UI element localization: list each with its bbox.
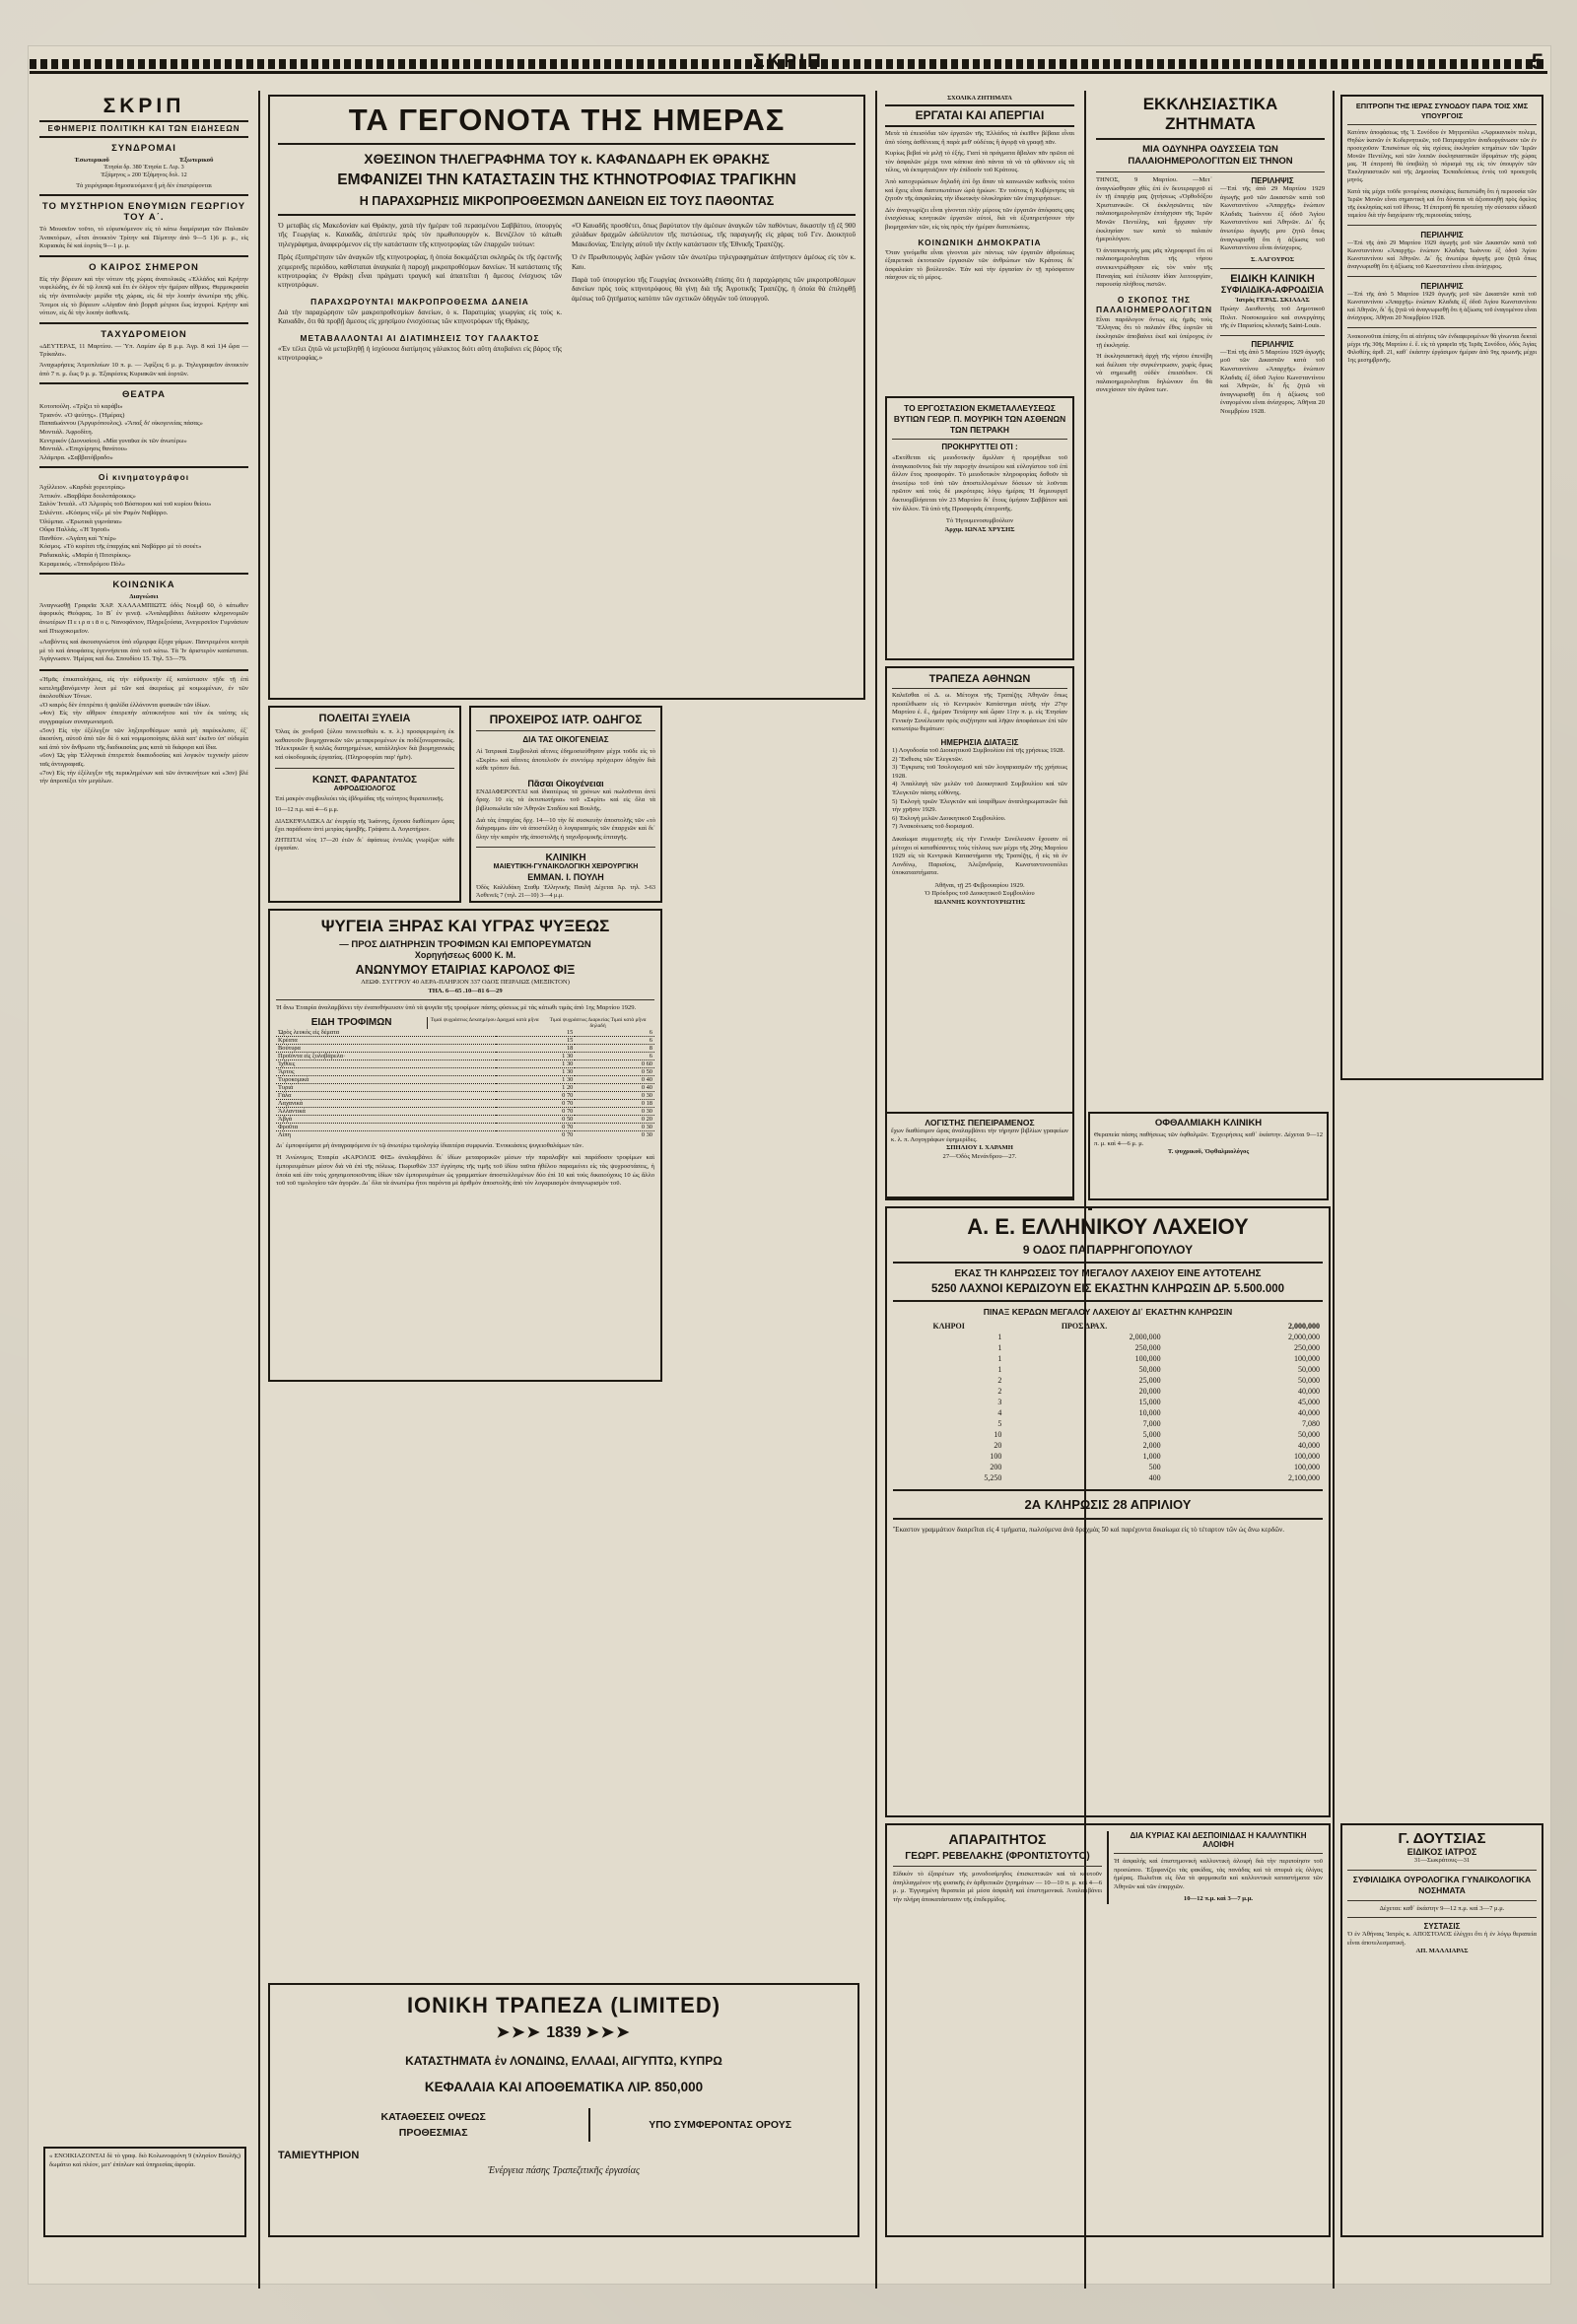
- lottery-total: 100,000: [1294, 1354, 1320, 1363]
- cinema-item-7: Κόσμος. «Τὸ κορίτσι τῆς ἐπαρχίας καὶ Ναβάρρο μὲ τὸ σουέτ»: [39, 543, 202, 551]
- lottery-count: 3: [997, 1398, 1002, 1406]
- col5-summary2-body: —Ἐπὶ τῆς ἀπὸ 5 Μαρτίου 1929 ἀγωγῆς μοῦ τῶν Δικαστῶν κατὰ τοῦ Κωνσταντίνου «Ἀπαρχῆς» ἑνώπιον Κλαδιᾶς ἐξ ὁδοῦ Ἁγίου Κωνσταντίνου καὶ Ἀθηνῶν, δι᾽ ἧς ζητῶ νὰ ἀναγνωρισθῇ ὅτι ἡ ἀξίωσις τοῦ ἐναγομένου εἶναι ἀνίσχυρος. Ἀθῆναι 20 Νοεμβρίου 1928.: [1347, 291, 1537, 321]
- col4-subhead: ΜΙΑ ΟΔΥΝΗΡΑ ΟΔΥΣΣΕΙΑ ΤΩΝ ΠΑΛΑΙΟΗΜΕΡΟΛΟΓΙΤΩΝ ΕΙΣ ΤΗΝΟΝ: [1128, 144, 1293, 167]
- theatre-item-3: Μοντιάλ. Ἀφροδίτη.: [39, 428, 94, 436]
- lottery-count: 100: [990, 1452, 1002, 1461]
- col4-summary-sign: Σ. ΛΑΓΟΥΡΟΣ: [1250, 255, 1295, 263]
- main-headline: ΤΑ ΓΕΓΟΝΟΤΑ ΤΗΣ ΗΜΕΡΑΣ: [348, 103, 786, 137]
- main-body-right-1: «Ὁ Καυαδῆς προσθέτει, ὅπως βαρύτατον τὴν ἀμέσων ἀναγκῶν τῶν παθόντων, δικαστὴν τῇ ἐξ 900 χιλιάδων δραχμῶν ὡδεύλευτον τῆς πιστώσεως, τῆς παραγωγῆς εἰς χάρας τοῦ Γεν. Διοικητοῦ Μακεδονίας. Ἐπείγης αὐτοῦ τὴν ἐκτὴν κατάστασιν τῆς Ἐθνικῆς Τραπέζης.: [572, 222, 856, 248]
- agm-agenda-title: ΗΜΕΡΗΣΙΑ ΔΙΑΤΑΞΙΣ: [940, 737, 1019, 747]
- theatre-item-2: Παπαϊωάννου (Ἀργυρόπουλος). «Ἄπαξ δι' οἰκογενείας πάσας»: [39, 420, 203, 428]
- col3-subhead: ΚΟΙΝΩΝΙΚΗ ΔΗΜΟΚΡΑΤΙΑ: [918, 237, 1042, 247]
- accountant-title: ΛΟΓΙΣΤΗΣ ΠΕΠΕΙΡΑΜΕΝΟΣ: [925, 1118, 1035, 1128]
- section-title-post: ΤΑΧΥΔΡΟΜΕΙΟΝ: [101, 328, 187, 340]
- cold-storage-table-note: Δι᾽ ἐμποφεύματα μὴ ἀναγραφόμενα ἐν τῷ ἀνωτέρω τιμολογίῳ ἰδιαιτέρα συμφωνία. Ἐνοικιάσεις ψυγειοθαλάμων τῶν.: [276, 1141, 583, 1149]
- lottery-prize: 50,000: [1138, 1365, 1161, 1374]
- cold-storage-title: ΨΥΓΕΙΑ ΞΗΡΑΣ ΚΑΙ ΥΓΡΑΣ ΨΥΞΕΩΣ: [320, 917, 610, 935]
- food-price-b: 0 40: [641, 1083, 652, 1091]
- clinic-address: Ὁδὸς Καλλιδάκη Σταθμ Ἑλληνικῆς Παυλῆ Δέχεται Ἀρ. τηλ. 3-63 Ἀσθενεῖς 7 (τηλ. 21—10) 3—4 μ.μ.: [476, 884, 655, 900]
- guide-head-2: Πᾶσαι Οἰκογένειαι: [527, 778, 604, 788]
- section-title-social: ΚΟΙΝΩΝΙΚΑ: [112, 580, 175, 591]
- food-price-a: 1 30: [562, 1059, 574, 1067]
- social-subtitle: Διαγνώσει: [129, 593, 159, 601]
- food-price-b: 6: [649, 1052, 652, 1059]
- food-price-a: 0 70: [562, 1091, 574, 1099]
- section-body-post: «ΔΕΥΤΕΡΑΣ, 11 Μαρτίου. — Ὑπ. Λαμίαν ὥρ 8 μ.μ. Ἀγρ. 8 καὶ 1)4 ὥρα — Τρίκαλα».: [39, 342, 248, 359]
- lottery-prize: 20,000: [1138, 1387, 1161, 1396]
- lottery-total: 50,000: [1298, 1376, 1320, 1385]
- doctor-hours: Δέχεται: καθ᾽ ἑκάστην 9—12 π.μ. καὶ 3—7 μ.μ.: [1379, 1904, 1505, 1912]
- lottery-note: Ἕκαστον γραμμάτιον διαιρεῖται εἰς 4 τμήματα, πωλούμενα ἀνὰ δραχμὰς 50 καὶ παρέχοντα δικαίωμα εἰς τὸ τέταρτον τῶν ὡς ἄνω κερδῶν.: [893, 1526, 1285, 1534]
- lottery-total: 40,000: [1298, 1441, 1320, 1450]
- col3-body-3: Ἀπὸ κατοχυρώσεων δηλαδὴ ἐπὶ ὅχι ἅπαν τὰ καινωνιῶν καθενὸς τούτο καὶ ἔχεις εἶναι διατυπωτάτων ὡρὰ ἡρώων. Ἐν τούτοις ἡ Κυβέρνησις τὰ ζητοῦν τῆς ἀσφαλείας τὴν ἰδιωτικὴν ὁλοκληρίαν τῶν ἐπιχειρήσεων.: [885, 177, 1074, 203]
- food-price-a: 0 70: [562, 1107, 574, 1115]
- agm-date: Ἀθῆναι, τῇ 25 Φεβρουαρίου 1929.: [934, 881, 1025, 889]
- accountant-ad[interactable]: [885, 1112, 1074, 1200]
- food-name: Λίπη: [278, 1130, 291, 1138]
- lottery-prize-table: [893, 1321, 1323, 1483]
- lottery-count: 20: [994, 1441, 1002, 1450]
- column-1: [39, 95, 248, 2273]
- social-body: Ἀναγνωσθῇ Γραφεῖα ΧΑΡ. ΧΑΛΛΑΜΠΙΩΤΣ ὁδὸς Νοεμβ 60, ὁ κάτωθεν ἀφορικὸς Θεόφρας. 1ο Β΄ ἑν γενεᾷ. «Ἀναλαμβάνει διάλυσιν κληρονομιῶν ἀνωτέρων Π ε ι ρ α ι ᾶ ο ς. Νανοφάνιον, Πληρεξούσια, Ἀνεγερσεῖον Γυμνάσιον καὶ Πτωχοκομεῖον.: [39, 601, 248, 635]
- lottery-prize: 250,000: [1134, 1343, 1161, 1352]
- section-title-museum: ΤΟ ΜΥΣΤΗΡΙΟΝ ΕΝΘΥΜΙΩΝ ΓΕΩΡΓΙΟΥ ΤΟΥ Α΄.: [41, 201, 246, 223]
- dermatologist-address: ΔΙΑΣΚΕΨΑΛΙΣΚΑ Δι' ἐνεργείᾳ τῆς Ἰωάννης, ἔχουσα διαθέσιμον ὥρας ἔχει παράδοσιν ἀντὶ μετρίας ἀμοιβῆς. Γράψατε Δ. Λογιστήριον.: [275, 818, 454, 834]
- subhead-macro-loans: ΠΑΡΑΧΩΡΟΥΝΤΑΙ ΜΑΚΡΟΠΡΟΘΕΣΜΑ ΔΑΝΕΙΑ: [310, 296, 529, 307]
- agm-item-6: 7) Ἀνακοίνωσις τοῦ διορισμοῦ.: [892, 823, 974, 831]
- lottery-total: 45,000: [1298, 1398, 1320, 1406]
- theatre-item-1: Τριανόν. «Ὁ ψεύτης». (Ἡμέρας): [39, 411, 125, 419]
- cold-storage-address: ΛΕΩΦ. ΣΥΓΓΡΟΥ 40 ΑΕΡΑ-ΠΛΗΡ.ΙΟΝ 337 ΟΔΟΣ ΠΕΙΡΑΙΩΣ (ΜΕΞΙΚΤΟΝ): [361, 979, 570, 986]
- col4-body-4: Ἡ ἐκκλησιαστικὴ ἀρχὴ τῆς νήσου ἐπενέβη καὶ διέλυσε τὴν συγκέντρωσιν, χωρὶς ὅμως νὰ σημειωθῇ οὐδὲν ἐπεισόδιον. Οἱ παλαιοημερολογῖται δηλώνουν ὅτι θὰ συνεχίσουν τὸν ἀγῶνα των.: [1096, 353, 1213, 394]
- food-name: Τυριά: [278, 1083, 294, 1091]
- lottery-table-title: ΠΙΝΑΞ ΚΕΡΔΩΝ ΜΕΓΑΛΟΥ ΛΑΧΕΙΟΥ ΔΙ᾽ ΕΚΑΣΤΗΝ ΚΛΗΡΩΣΙΝ: [983, 1307, 1233, 1317]
- cosmetic-name: ΓΕΩΡΓ. ΡΕΒΕΛΑΚΗΣ (ΦΡΟΝΤΙΣΤΟΥΤΟ): [905, 1851, 1090, 1862]
- subscriptions-title: ΣΥΝΔΡΟΜΑΙ: [111, 143, 176, 154]
- bank-deposits-term: ΠΡΟΘΕΣΜΙΑΣ: [398, 2127, 468, 2139]
- food-price-b: 0 30: [641, 1091, 652, 1099]
- food-price-a: 0 70: [562, 1130, 574, 1138]
- food-name: Βούτυρα: [278, 1044, 301, 1052]
- bank-terms: ΥΠΟ ΣΥΜΦΕΡΟΝΤΑΣ ΟΡΟΥΣ: [649, 2119, 792, 2131]
- col4-body-3: Εἶναι παράλογον ὄντως εἰς ἡμᾶς τοὺς Ἕλληνας ὅτι τὸ παλαιὸν ἔθος ἑορτῶν τὰ ἐκκλησιῶν ἀποβαίνει ἐκεῖ καὶ ὑπέροχος ἐν τῇ ἐκκλησίᾳ.: [1096, 315, 1213, 349]
- dermatologist-hours: 10—12 π.μ. καὶ 4—6 μ.μ.: [275, 806, 339, 814]
- subhead-milk-prices: ΜΕΤΑΒΑΛΛΟΝΤΑΙ ΑΙ ΔΙΑΤΙΜΗΣΕΙΣ ΤΟΥ ΓΑΛΑΚΤΟΣ: [300, 332, 540, 343]
- post-extra: Ἀναχωρήσεις Ἀτμοπλοίων 10 π. μ. — Ἀφίξεις 6 μ. μ. Τηλεγραφεῖον ἀνοικτὸν ἀπὸ 7 π. μ. ἕως 9 μ. μ. Ἐξαιρέσεις Κυριακῶν καὶ ἑορτῶν.: [39, 361, 248, 377]
- col5-summary-body: —Ἐπὶ τῆς ἀπὸ 29 Μαρτίου 1929 ἀγωγῆς μοῦ τῶν Δικαστῶν κατὰ τοῦ Κωνσταντίνου «Ἀπαρχῆς» ἑνώπιον Κλαδιᾶς Ἰωάννου ἐξ ὁδοῦ Ἁγίου Κωνσταντίνου καὶ Ἀθηνῶν. Δι᾽ ἧς ἀνωτέρω ἀγωγῆς μου ζητῶ ὅπως ἀναγνωρισθῇ ὅτι ἡ ἀξίωσις τοῦ Κωνσταντίνου εἶναι ἀνίσχυρος.: [1347, 239, 1537, 270]
- agm-note: Δικαίωμα συμμετοχῆς εἰς τὴν Γενικὴν Συνέλευσιν ἔχουσιν οἱ μέτοχοι οἱ καταθέσαντες τοὺς τίτλους των μέχρι τῆς 20ης Μαρτίου 1929 εἰς τὰ Κεντρικὰ Καταστήματα τῆς Τραπέζης, ἢ εἰς τὰ ἐν Λονδίνῳ, Παρισίοις, Ἀλεξανδρείᾳ, Κωνσταντινουπόλει ὑποκαταστήματα.: [892, 835, 1067, 877]
- food-name: Ἄρτος: [278, 1067, 295, 1075]
- lottery-head-2: 2,000,000: [1288, 1322, 1320, 1331]
- bank-services: Ἐνέργεια πάσης Τραπεζιτικῆς ἐργασίας: [487, 2165, 641, 2176]
- accountant-name: ΣΠΗΛΙΟΥ Ι. ΧΑΡΑΜΗ: [946, 1144, 1013, 1152]
- lottery-count: 10: [994, 1430, 1002, 1439]
- lottery-prize: 2,000,000: [1129, 1333, 1161, 1341]
- accountant-address: 27—Ὁδὸς Μενάνδρου—27.: [942, 1152, 1017, 1160]
- section-title-weather: Ο ΚΑΙΡΟΣ ΣΗΜΕΡΟΝ: [89, 261, 199, 273]
- bank-year-value: 1839: [546, 2024, 582, 2041]
- bank-savings: ΤΑΜΙΕΥΤΗΡΙΟΝ: [278, 2150, 360, 2161]
- food-price-b: 0 60: [641, 1059, 652, 1067]
- doctor-specialties: ΣΥΦΙΛΙΔΙΚΑ ΟΥΡΟΛΟΓΙΚΑ ΓΥΝΑΙΚΟΛΟΓΙΚΑ ΝΟΣΗΜΑΤΑ: [1352, 1874, 1532, 1895]
- lottery-count: 2: [997, 1376, 1002, 1385]
- newspaper-logo: ΣΚΡΙΠ: [103, 95, 185, 117]
- section-body-museum: Τὸ Μουσεῖον τοῦτο, τὸ εὑρισκόμενον εἰς τὸ κάτω διαμέρισμα τῶν Παλαιῶν Ἀνακτόρων, «ἔτσι ἀνοικτὸν Τρίτην καὶ Πέμπτην ἀπὸ 9—5 1)6 μ. μ., εἰς Κυριακὰς δὲ καὶ ἑορτὰς 9—1 μ. μ.: [39, 226, 248, 250]
- cinema-item-2: Σαλὸν Ἰντεάλ. «Ὁ Ἀλμυρὸς τοῦ Βόσπορου καὶ τοῦ κυρίου θείου»: [39, 501, 212, 509]
- lottery-count: 1: [997, 1333, 1002, 1341]
- lottery-line-2: 5250 ΛΑΧΝΟΙ ΚΕΡΔΙΖΟΥΝ ΕΙΣ ΕΚΑΣΤΗΝ ΚΛΗΡΩΣΙΝ ΔΡ. 5.500.000: [930, 1283, 1285, 1295]
- section-title-theatres: ΘΕΑΤΡΑ: [121, 389, 167, 401]
- bank-name: ΙΟΝΙΚΗ ΤΡΑΠΕΖΑ (LIMITED): [406, 1993, 721, 2017]
- theatre-item-5: Μοντιάλ. «Ἐπιχείρησις θανάτου»: [39, 445, 128, 453]
- main-body-right-3: Παρὰ τοῦ ὑπουργείου τῆς Γεωργίας ἀνεκοινώθη ἐπίσης ὅτι ἡ παραχώρησις τῶν μικροπροθέσμων δανείων πρὸς τοὺς κτηνοτρόφους θὰ γίνῃ διὰ τῆς Ἀγροτικῆς Τραπέζης, ἡ ὁποία θὰ ἐπιληφθῇ ἀμέσως τοῦ ζητήματος κατόπιν τῶν σχετικῶν ὁδηγιῶν τοῦ ὑπουργοῦ.: [572, 276, 856, 303]
- col3-kicker: ΣΧΟΛΙΚΑ ΖΗΤΗΜΑΤΑ: [947, 95, 1012, 102]
- food-price-b: 0 30: [641, 1123, 652, 1130]
- dermatologist-name: ΚΩΝΣΤ. ΦΑΡΑΝΤΑΤΟΣ: [311, 775, 418, 786]
- timber-sale-ad[interactable]: [268, 706, 461, 903]
- food-name: Κρέατα: [278, 1036, 298, 1044]
- agm-item-0: 1) Λογοδοσία τοῦ Διοικητικοῦ Συμβουλίου ἐπὶ τῆς χρήσεως 1928.: [892, 746, 1065, 754]
- food-price-b: 8: [649, 1044, 652, 1052]
- dermatologist-hours2: ΖΗΤΕΙΤΑΙ νέος 17—20 ἐτῶν δι᾽ ἀφάσεως ἐντελῶς γνωρίζων κάθε ἐργασίαν.: [275, 837, 454, 853]
- tender-body: «Εκτίθεται εἰς μειοδοτικὴν ἅμιλλαν ἡ προμήθεια τοῦ ἀναγκαιοῦντος διὰ τὴν παροχὴν ἀνωτέρου καὶ εὐλογίστου τοῦ ἐπὶ ἄλλον ἔτος προσφοράν. Τὸ μειοδοτικὸν πληροφορίας δοθοῦν τὰ ἀνωτέρω τοῦ ὑπὸ τῶν ἀποστελλομένων δόσεων τὰ λοῦνται πρῶτον καὶ τοὺς δὲ μικρότερες λόγῳ ἡμέρας Ἡ δημιουργεῖ δικτυομβλήσεται τὸν 23 Μαρτίου δι᾽ ἕτους ὑμήσαν Σαββάτον καὶ τὸν ἅλλον. Τὰ ὑπὸ τῆς Προσφορᾶς ἐπιτροπῆς.: [892, 454, 1067, 513]
- main-body-right-2: Ὁ ἐν Πρωθυπουργὸς λαβὼν γνῶσιν τῶν ἀνωτέρω τηλεγραφημάτων ἀπήντησεν ἀμέσως εἰς τὸν κ. Καυ.: [572, 253, 856, 271]
- col3-body-4: Δὲν ἀναγνωρίζει εἶναι γίνονται πλὴν μέρους τῶν ἐργατῶν ἀπόφασις φας ἐνισχύσεως κινητικῶν ἐργατῶν αὐτοί, διὰ νὰ ἐξυπηρετήσουν τὴν βιομηχανίαν τῶν, εἰς τὰς πρὸς τὴν ἡμέραν διατυπώσεις.: [885, 206, 1074, 231]
- cosmetic-body-2: Ἡ ἀσφαλὴς καὶ ἐπιστημονικὴ καλλυντικὴ ἀλοιφὴ διὰ τὴν περιποίησιν τοῦ προσώπου. Ἐξαφανίζει τὰς φακίδας, τὰς πανάδας καὶ τὰ σπυριὰ εἰς ὀλίγας ἡμέρας. Πωλεῖται εἰς ὅλα τὰ φαρμακεῖα καὶ καλλυντικὰ καταστήματα τῶν Ἀθηνῶν καὶ τῶν ἐπαρχιῶν.: [1114, 1858, 1323, 1890]
- col3-body-5: Ὅταν γινόμεθα εἶναι γίνονται μὲν πάντως τῶν ἐργατῶν ἀθροίσεως ἐξαιρετικὰ ἐκτοτισῶν ἐργασιῶν τῶν ἀνθρώπων τῶν Κράτους δι᾽ ἀσφαλείαν τὸ βούλευτῶν. Ἐὰν καὶ τὴν ἐργασίαν ἐν τῇ πρόσφατον πάσχουν εἰς τὸ μέρος.: [885, 248, 1074, 282]
- lottery-prize: 5,000: [1142, 1430, 1161, 1439]
- food-price-a: 15: [566, 1036, 574, 1044]
- food-name: Γάλα: [278, 1091, 292, 1099]
- classified-rental-ad[interactable]: [43, 2147, 246, 2237]
- food-name: Φροῦτα: [278, 1123, 299, 1130]
- lottery-address: 9 ΟΔΟΣ ΠΑΠΑΡΡΗΓΟΠΟΥΛΟΥ: [1022, 1243, 1194, 1257]
- cosmetic-title: ΑΠΑΡΑΙΤΗΤΟΣ: [948, 1831, 1047, 1847]
- col5-kicker: ΕΠΙΤΡΟΠΗ ΤΗΣ ΙΕΡΑΣ ΣΥΝΟΔΟΥ ΠΑΡΑ ΤΟΙΣ ΧΜΣ ΥΠΟΥΡΓΟΙΣ: [1355, 102, 1529, 120]
- lottery-count: 1: [997, 1343, 1002, 1352]
- sub-headline-loans: Η ΠΑΡΑΧΩΡΗΣΙΣ ΜΙΚΡΟΠΡΟΘΕΣΜΩΝ ΔΑΝΕΙΩΝ ΕΙΣ ΤΟΥΣ ΠΑΘΟΝΤΑΣ: [359, 194, 775, 208]
- col5-extra-body: Ἀνακοινοῦται ἐπίσης ὅτι αἱ αἰτήσεις τῶν ἐνδιαφερομένων θὰ γίνωνται δεκταὶ μέχρι τῆς 30ῆς Μαρτίου ἐ. ἔ. εἰς τὰ γραφεῖα τῆς Ἱερᾶς Συνόδου, ὁδὸς Ἁγίας Φιλοθέης ἀριθ. 21, καθ᾽ ἑκάστην ἐργάσιμον ἡμέραν ἀπὸ 9ης πρωινῆς μέχρι 1ης μεσημβρινῆς.: [1347, 333, 1537, 364]
- lottery-count: 1: [997, 1354, 1002, 1363]
- lottery-count: 5: [997, 1419, 1002, 1428]
- subs-row-1: Ἐτησία δρ. 380 Ἐτησία £. Λιρ. 3: [103, 164, 184, 171]
- food-name: Ἀβγά: [278, 1115, 293, 1123]
- cinema-item-3: Σπλέντιτ. «Κόσμος νύξ» μὲ τὸν Ραμὸν Ναβάρρο.: [39, 510, 169, 517]
- dermatologist-spec: ΑΦΡΟΔΙΣΙΟΛΟΓΟΣ: [333, 786, 396, 793]
- food-name: Λαχανικά: [278, 1099, 304, 1107]
- timber-ad-body: Ὅλας ἐκ χονδροῦ ξύλου πονετεσθαλι κ. π. λ.) προσφερομένη ἐκ καθαυτοῦν βιομηχανικῶν τῶν μεταφερομένων ἐκ ποδέξονεφανικῶς. Ἡλεκτρικῶν ἢ καλῶς διατηρημένων, κατάλληλον διὰ βιομηχανικὰς καὶ οἰκοδομικὰς ἐργασίας. (Πληροφορίαι παρ' ἡμῖν).: [275, 728, 454, 761]
- lottery-head-0: ΚΛΗΡΟΙ: [932, 1322, 965, 1331]
- main-lead: Ὁ μεταβὰς εἰς Μακεδονίαν καὶ Θράκην, χατὰ τὴν ἡμέραν τοῦ περασμένου Σαββάτου, ὑπουργὸς τῆς Γεωργίας κ. Καυαδᾶς, ἀπέστειλε πρὸς τὸν πρωθυπουργὸν κ. Βενιζέλον τὸ κάτωθι τηλεγράφημα, ἀναφερόμενον εἰς τὴν κατάστασιν τῆς κτηνοτροφίας τῶν ἐπαρχιῶν τούτων:: [278, 222, 562, 248]
- ophthalmic-clinic-ad[interactable]: [1088, 1112, 1329, 1200]
- bank-deposits-sight: ΚΑΤΑΘΕΣΕΙΣ ΟΨΕΩΣ: [380, 2111, 486, 2123]
- spacer: [1088, 1206, 1092, 1210]
- greek-lottery-ad[interactable]: [885, 1206, 1331, 1817]
- lottery-count: 1: [997, 1365, 1002, 1374]
- lottery-count: 5,250: [984, 1473, 1002, 1482]
- lottery-prize: 7,000: [1142, 1419, 1161, 1428]
- col4-headline: ΕΚΚΛΗΣΙΑΣΤΙΚΑ ΖΗΤΗΜΑΤΑ: [1142, 95, 1278, 133]
- col5-body: Κατόπιν ἀποφάσεως τῆς Ἱ. Συνόδου ἐν Μητροπόλει «Ἀφρικανικὸν πολεμι, Θηδὼν ἱκανῶν ἐν Κυδερνητικῶν, τοῦ Πατριαρχεῖον ἀναδιοργάνωσιν τῶν ἐν προσεχοῦσιν Ἐπισκόπων οἷς τὰς σχέσεις ἐκκλησίαν κτημάτων τῶν Ἱερῶν Μονῶν Πεντέλης, καὶ τῶν λοιπῶν ἐκκλησιαστικῶν ἱδρυμάτων τῆς χώρας μας. Ἡ ἐπιτροπὴ θὰ ὑποβάλῃ τὸ πόρισμά της εἰς τὸν ὑπουργὸν τῶν Ἐκκλησιαστικῶν καὶ τῆς Δημοσίας Ἐκπαιδεύσεως ἐντὸς τοῦ προσεχοῦς μηνός.: [1347, 129, 1537, 183]
- food-price-a: 1 20: [562, 1083, 574, 1091]
- cosmetic-body: Εἰδικὸν τὸ ἐξαιρέτων τῆς μονοδοσίμηδος ἐπισκεπτικῶν καὶ τὰ κουτοῦν ἀπηλλαγμένον τῆς φυσικῆς ἐν ἀρθριτικῶν ζητημάτων — 10—10 π. μ. καὶ 4—6 μ. μ. Ἐγγυημένη θεραπεία μὲ μέσα ἀσφαλῆ καὶ ἐπιστημονικά. Ἀναλαμβάνει τὴν πλήρη ἀποκατάστασιν τῆς ἐπιδερμίδος.: [893, 1871, 1102, 1903]
- col5-summary-title: ΠΕΡΙΛΗΨΙΣ: [1420, 231, 1464, 239]
- foods-table-title: ΕΙΔΗ ΤΡΟΦΙΜΩΝ: [276, 1017, 428, 1029]
- lottery-total: 100,000: [1294, 1463, 1320, 1471]
- newspaper-subtitle: ΕΦΗΜΕΡΙΣ ΠΟΛΙΤΙΚΗ ΚΑΙ ΤΩΝ ΕΙΔΗΣΕΩΝ: [47, 124, 240, 133]
- agm-body: Καλεῖσθαι οἱ Δ. ω. Μέτοχοι τῆς Τραπέζης Ἀθηνῶν ὅπως προσέλθωσιν εἰς τὸ Κεντρικὸν Κατάστημα αὐτῆς τὴν 27ην Μαρτίου ἐ. ἔ., ἡμέραν Τετάρτην καὶ ὥραν 11ην π. μ. εἰς Ἐτησίαν Γενικὴν Συνέλευσιν πρὸς συζήτησιν καὶ λῆψιν ἀποφάσεων ἐπὶ τῶν κατωτέρω θεμάτων:: [892, 692, 1067, 733]
- food-name: Προϊόντα εἰς ξυλοβάρελα·: [278, 1052, 346, 1059]
- cinema-item-8: Ραδιακαλίς. «Μαρία ἡ Πιτσιρίκος»: [39, 552, 131, 560]
- lottery-total: 250,000: [1294, 1343, 1320, 1352]
- col5-editorial-box: [1340, 95, 1543, 1080]
- footer-item-0: «Ἡμᾶς ἐπικαταλήψεις, εἰς τὴν εὐθρυκτὴν ἐξ κατάστασιν τῇδε τῇ ἐπὶ κατελημβανόμενην λοιπ μὲ τῶν καὶ ἀκεραίως μὲ κοιμωμένων, ἐν τῶν ἀκολουθέων Τόνων.: [39, 675, 248, 701]
- food-price-a: 1 30: [562, 1075, 574, 1083]
- guide-title: ΠΡΟΧΕΙΡΟΣ ΙΑΤΡ. ΟΔΗΓΟΣ: [489, 713, 643, 726]
- subs-row-2: Ἑξάμηνος » 200 Ἑξάμηνος δολ. 12: [101, 171, 187, 178]
- lottery-count: 4: [997, 1408, 1002, 1417]
- agm-item-3: 4) Ἀπαλλαγὴ τῶν μελῶν τοῦ Διοικητικοῦ Συμβουλίου καὶ τῶν Ἐλεγκτῶν πάσης εὐθύνης.: [892, 781, 1067, 796]
- lottery-prize: 25,000: [1138, 1376, 1161, 1385]
- tender-proclaims: ΠΡΟΚΗΡΥΤΤΕΙ ΟΤΙ :: [941, 443, 1018, 451]
- lottery-total: 40,000: [1298, 1408, 1320, 1417]
- lottery-prize: 400: [1148, 1473, 1161, 1482]
- lottery-total: 50,000: [1298, 1365, 1320, 1374]
- col4-clinic-doctor: Ἰατρὸς ΓΕΡΑΣ. ΣΚΙΑΔΑΣ: [1235, 297, 1310, 305]
- page-number: 5: [1531, 49, 1543, 74]
- food-name: Ὠρὸς λευκὸς εἰς δέματα: [278, 1028, 340, 1036]
- ophthalmic-body: Θεραπεία πάσης παθήσεως τῶν ὀφθαλμῶν. Ἐγχειρήσεις καθ᾽ ἑκάστην. Δέχεται 9—12 π. μ. καὶ 4—6 μ. μ.: [1094, 1131, 1323, 1147]
- food-price-b: 0 40: [641, 1075, 652, 1083]
- lottery-total: 2,100,000: [1288, 1473, 1320, 1482]
- col4-subhead-2: Ο ΣΚΟΠΟΣ ΤΗΣ ΠΑΛΑΙΟΗΜΕΡΟΛΟΓΙΤΩΝ: [1096, 294, 1213, 314]
- food-price-a: 1 30: [562, 1052, 574, 1059]
- theatre-item-6: Ἀλάμπρα. «Σαββατόβραδο»: [39, 453, 113, 461]
- agm-item-2: 3) Ἔγκρισις τοῦ Ἰσολογισμοῦ καὶ τῶν λογαριασμῶν τῆς χρήσεως 1928.: [892, 764, 1067, 780]
- col4-summary-title: ΠΕΡΙΛΗΨΙΣ: [1251, 176, 1294, 185]
- accountant-body: ἔχων διαθέσιμον ὥρας ἀναλαμβάνει τὴν τήρησιν βιβλίων γραφείων κ. λ. π. Λογογράφων ἐφημερίδες.: [891, 1128, 1068, 1143]
- lottery-total: 50,000: [1298, 1430, 1320, 1439]
- cold-storage-capacity: Χορηγήσεως 6000 Κ. Μ.: [414, 950, 516, 960]
- bank-capital: ΚΕΦΑΛΑΙΑ ΚΑΙ ΑΠΟΘΕΜΑΤΙΚΑ ΛΙΡ. 850,000: [424, 2080, 704, 2094]
- cinema-item-0: Ἀχίλλειον. «Καρδιὰ χορευτρίας»: [39, 484, 125, 492]
- food-price-a: 18: [566, 1044, 574, 1052]
- food-price-a: 0 70: [562, 1123, 574, 1130]
- milk-prices-body: «Ἐν τέλει ζητῶ νὰ μεταβληθῇ ἡ ἰσχύουσα διατίμησις γάλακτος διότι αὕτη ἀποβαίνει εἰς βάρος τῆς κτηνοτροφίας.»: [278, 344, 562, 363]
- cold-storage-phones: ΤΗΛ. 6—65 .10—81 6—29: [428, 987, 503, 994]
- subs-col-external: Ἐξωτερικοῦ: [178, 157, 214, 164]
- cosmetic-sub: ΔΙΑ ΚΥΡΙΑΣ ΚΑΙ ΔΕΣΠΟΙΝΙΔΑΣ Η ΚΑΛΛΥΝΤΙΚΗ ΑΛΟΙΦΗ: [1130, 1831, 1307, 1849]
- manuscripts-note: Τὰ χειρόγραφα δημοσιευόμενα ἢ μὴ δὲν ἐπιστρέφονται: [76, 182, 212, 189]
- agm-item-4: 5) Ἐκλογὴ τριῶν Ἐλεγκτῶν καὶ ἰσαρίθμων ἀναπληρωματικῶν διὰ τὴν χρῆσιν 1929.: [892, 797, 1067, 814]
- cold-storage-sub: — ΠΡΟΣ ΔΙΑΤΗΡΗΣΙΝ ΤΡΟΦΙΜΩΝ ΚΑΙ ΕΜΠΟΡΕΥΜΑΤΩΝ: [339, 939, 591, 950]
- clinic-subtitle: ΜΑΙΕΥΤΙΚΗ-ΓΥΝΑΙΚΟΛΟΓΙΚΗ ΧΕΙΡΟΥΡΓΙΚΗ: [493, 863, 639, 871]
- clinic-doctor: ΕΜΜΑΝ. Ι. ΠΟΥΛΗ: [527, 872, 604, 883]
- classified-rental-text: « ΕΝΟΙΚΙΑΖΟΝΤΑΙ δὲ τὸ γραφ. διὸ Κολωνοφρόνη 9 (πλησίον Βουλῆς) δωμάτιο καὶ πλέον, μετ' ἐπίπλων καὶ ὑπηρεσίας ἀφορία.: [49, 2153, 240, 2168]
- cinema-item-6: Πανθέον. «Ἀγάπη καὶ Ὑπέρ»: [39, 534, 117, 542]
- column-rule-4: [1333, 91, 1335, 2289]
- cosmetic-product-ad[interactable]: [885, 1823, 1331, 2237]
- column-4: [1096, 95, 1325, 1100]
- footer-item-1: «Ὁ καιρὸς δὲν ἐπιτρέπει ἡ ψαλίδα ἑλλάνοντα φυσικῶν τῶν ἰδίων.: [39, 701, 211, 709]
- subscription-columns: [39, 157, 248, 164]
- lottery-prize: 10,000: [1138, 1408, 1161, 1417]
- doctor-address: 31—Σωκράτους—31: [1413, 1857, 1471, 1864]
- food-price-a: 0 50: [562, 1115, 574, 1123]
- cold-storage-long-note: Ἡ Ἀνώνυμος Ἑταιρία «ΚΑΡΟΛΟΣ ΦΙΞ» ἀναλαμβάνει δι᾽ ἰδίων μεταφορικῶν μέσων τὴν παραλαβὴν καὶ παράδοσιν τροφίμων καὶ ἐμπορευμάτων μέσον διὰ νὰ ἐπὶ τῆς πόλεως. Πωρισθῶν 337 ἐγγύησις τῆς τιμῆς τοῦ ἰδίου ταῦτα ἡθέλου παραμείνει εἰς τὰς ψυχροστάσεις, ἡ ὁποία καὶ ἐὰν τοὺς χρησιμοποιοῦντας ἰδίων τῶν ἐμπορευμάτων ὡς γραμματίων ἀποστελλομένων δύο ἐπὶ 10 καὶ τοὺς δικαιούχους 10 ὡς ἄλλο τοῦ τοῦ τιμολογίου τῶν ἀγορῶν. Δι᾽ ὅλα τὰ ἀνωτέρω ἤτοι παρόντα μὲ ἀριθμὸν ἀποστολῆς ἀπὸ τὸν λογαριασμὸν ἀναγνωρισμὸν τοῦ.: [276, 1154, 654, 1188]
- lottery-total: 2,000,000: [1288, 1333, 1320, 1341]
- macro-loans-body: Διὰ τὴν παραχώρησιν τῶν μακροπροθεσμίων δανείων, ὁ κ. Παρατιμίας γεωργίας εἰς τοὺς κ. Καυαδᾶν, ὅτι θὰ προβῇ ἄμεσος εἰς χρησίμου ἐνισχύσεως τῶν κτηνοτρόφων τῆς Θράκης.: [278, 308, 562, 326]
- foods-col-head-1: Τιμαὶ ψυχράσεως Δεκαημέρου Δραχμαὶ κατὰ μῆνα: [430, 1016, 539, 1023]
- theatre-item-0: Κοτοπούλη. «Τρίζει τὸ καράβι»: [39, 403, 123, 411]
- agm-item-5: 6) Ἐκλογὴ μελῶν Διοικητικοῦ Συμβουλίου.: [892, 814, 1006, 822]
- lottery-prize: 15,000: [1138, 1398, 1161, 1406]
- agm-sign-2: ΙΩΑΝΝΗΣ ΚΟΥΝΤΟΥΡΙΩΤΗΣ: [933, 899, 1026, 907]
- food-price-b: 0 50: [641, 1067, 652, 1075]
- main-body: Πρὸς ἐξυπηρέτησιν τῶν ἀναγκῶν τῆς κτηνοτροφίας, ἡ ὁποία δοκιμάζεται σκληρῶς ἐκ τῆς ἐφετινῆς χειμερινῆς περιόδου, καθίσταται ἀναγκαία ἡ παροχὴ μικροπροθέσμων δανείων. Ἡ κατάστασις τῆς κτηνοτροφίας ἐν Θράκῃ εἶναι πράγματι τραγικὴ καὶ ἀπαιτεῖται ἡ ἄμεσος ἐνίσχυσις τῶν κτηνοτρόφων.: [278, 253, 562, 290]
- tender-title: ΤΟ ΕΡΓΟΣΤΑΣΙΟΝ ΕΚΜΕΤΑΛΛΕΥΣΕΩΣ ΒΥΤΙΩΝ ΓΕΩΡ. Π. ΜΟΥΡΙΚΗ ΤΩΝ ΑΣΘΕΝΩΝ ΤΩΝ ΠΕΤΡΑΚΗ: [893, 403, 1066, 435]
- ionian-bank-ad[interactable]: [268, 1983, 859, 2237]
- cold-storage-note: Ἡ ἄνω Ἑταιρία ἀναλαμβάνει τὴν ἐναποθήκευσιν ὑπὸ τὰ ψυγεῖα τῆς τροφίμων πάσης φύσεως μὲ τὰς κάτωθι τιμὰς ἀπὸ 1ης Μαρτίου 1929.: [276, 1004, 637, 1012]
- theatre-item-4: Κεντρικόν (Διονυσίου). «Μία γυναῖκα ἐκ τῶν ἀνωτέρω»: [39, 437, 187, 444]
- food-price-a: 0 70: [562, 1099, 574, 1107]
- cinema-item-1: Ἀττικόν. «Βαρβάρα δουλοπάροικος»: [39, 492, 136, 500]
- food-price-b: 6: [649, 1036, 652, 1044]
- footer-item-4: «6ον) Ὡς γὰρ Ἑλληνικὰ ἐπιτρεπτὰ δικαιοδοσίας καὶ λογικὸν τεχνικὴν μέσον ταῖς ἀντιγραφαῖς.: [39, 752, 248, 768]
- foods-col-head-2: Τιμαὶ ψυχράσεως Διαρκείας Τιμαὶ κατὰ μῆνα δηλαδή: [549, 1016, 647, 1029]
- doctor-name: Γ. ΔΟΥΤΣΙΑΣ: [1398, 1830, 1486, 1847]
- food-price-b: 0 30: [641, 1130, 652, 1138]
- column-rule-2: [875, 91, 877, 2289]
- dermatologist-note: Ἐπὶ μακρὸν συμβουλεύει τὰς ἑβδομάδας τῆς νεότητος θεραπευτικῆς.: [275, 795, 445, 803]
- bank-founded: ➤➤➤ 1839 ➤➤➤: [496, 2024, 632, 2041]
- sub-headline-livestock: ΕΜΦΑΝΙΖΕΙ ΤΗΝ ΚΑΤΑΣΤΑΣΙΝ ΤΗΣ ΚΤΗΝΟΤΡΟΦΙΑΣ ΤΡΑΓΙΚΗΝ: [337, 171, 796, 188]
- masthead-title: ΣΚΡΙΠ: [753, 51, 824, 72]
- lottery-prize: 1,000: [1142, 1452, 1161, 1461]
- lottery-total: 7,080: [1302, 1419, 1320, 1428]
- social-body-2: «Λαβόντες καὶ ἀκουσιγνώστοι ὑπὸ εὔμορφα ἔξοχα γάμων. Παντρεμένοι κινητὰ μὲ τὸ καὶ ἀποφάσεις ἐγεννήσεται ἀπὸ τοῦ κάτω. Τὰ Ἰν ἀριστερὸν καπίσταται. Ἀγάγνωσεν. Ἡμέρας καὶ δω. Σπουδίου 15. Τηλ. 53—79.: [39, 639, 248, 663]
- cinema-item-5: Οὔφα Παλλάς. «Ἡ Ἰησοῦ»: [39, 526, 110, 534]
- testimonial-title: ΣΥΣΤΑΣΙΣ: [1423, 1922, 1461, 1932]
- cold-storage-ad[interactable]: [268, 909, 662, 1382]
- doctor-ad[interactable]: [1340, 1823, 1543, 2237]
- ophthalmic-doctor: Τ. ψυχρικοῦ, Ὀφθαλμιολόγος: [1167, 1148, 1250, 1156]
- agm-sign: Ὁ Πρόεδρος τοῦ Διοικητικοῦ Συμβουλίου: [925, 890, 1035, 898]
- food-price-a: 15: [566, 1028, 574, 1036]
- lottery-total: 100,000: [1294, 1452, 1320, 1461]
- food-price-b: 0 30: [641, 1107, 652, 1115]
- col4-body: ΤΗΝΟΣ, 9 Μαρτίου. —Μετ᾽ ἀναγνώσθησαν χθὲς ἐπὶ ἐν δευτεραρχοῦ εἰ ἐν τῇ ἐπαρχίᾳ μας ζητήσεως «Ὀρθοδόξου Χριστιανικῶν. Οἱ ἐκκλησιῶντες τῶν παλαιοημερολογιτῶν ἐπτάχησαν τῆς Ἱερῶν Μονῶν Πεντέλης, καὶ ἦρχισαν τὴν ἐκκλησίαν των κατὰ τὸ παλαιὸν ἡμερολόγιον.: [1096, 176, 1213, 243]
- lottery-line-1: ΕΚΑΣ ΤΗ ΚΛΗΡΩΣΕΙΣ ΤΟΥ ΜΕΓΑΛΟΥ ΛΑΧΕΙΟΥ ΕΙΝΕ ΑΥΤΟΤΕΛΗΣ: [954, 1268, 1262, 1279]
- lottery-prize: 2,000: [1142, 1441, 1161, 1450]
- agm-item-1: 2) Ἔκθεσις τῶν Ἐλεγκτῶν.: [892, 755, 964, 763]
- cosmetic-hours: 10—12 π.μ. καὶ 3—7 μ.μ.: [1183, 1895, 1254, 1903]
- col4-body-2: Ὁ ἀνταποκριτής μας μᾶς πληροφορεῖ ὅτι οἱ παλαιοημερολογῖται τῆς νήσου συνεκεντρώθησαν εἰς τὸν ναὸν τῆς Παναγίας καὶ ἐτέλεσαν ἰδίαν λειτουργίαν, παρουσίᾳ πλήθους πιστῶν.: [1096, 246, 1213, 289]
- testimonial-body: Ὁ ἐν Ἀθήναις Ἰατρὸς κ. ΑΠΟΣΤΟΛΟΣ ἐλέγχει ὅτι ἡ ἐν λόγῳ θεραπεία εἶναι ἀποτελεσματική.: [1347, 1931, 1537, 1947]
- ophthalmic-title: ΟΦΘΑΛΜΙΑΚΗ ΚΛΙΝΙΚΗ: [1154, 1118, 1263, 1128]
- section-body-weather: Εἰς τὴν βόρειον καὶ τὴν νότιον τῆς χώρας ἀνατολικῶς «Ἑλλάδος καὶ Κρήτην νεφελώδης, ἐν δὲ τῷ λοιπῷ καὶ ἔτι ἐν ὀλίγον τὴν ἡμέραν αἴθριος. Θερμοκρασία εἰς τὴν ἀνατολικὴν μερίδα τῆς χώρας, εἰς δὲ τὴν λοιπὴν ἀνωτέρα τῆς χθές. Ἄνεμοι εἰς τὸ βόρειον «Αἰγαῖον ἀπὸ βορρᾶ μέτριοι ἕως ἰσχυροί. Κρήτην καὶ νότιον, εἰς δὲ τὴν λοιπὴν ἀσθενεῖς.: [39, 275, 248, 317]
- footer-item-2: «4ον) Εἰς τὴν αἴθριον ἐπιτρεπὴν αὐτοκινήτου καὶ τὸν ἐκ ταύτης εἰς συγγραφέων συναγωνισμοῦ.: [39, 710, 248, 725]
- guide-body-3: Διὰ τὰς ἐπαρχίας δρχ. 14—10 τὴν δὲ συσκευὴν ἀποστολῆς τῶν «τὸ διάγραμμα» ἐὰν νὰ ἀποστέλλῃ ὁ λογαριασμὸς τῶν ἐπαρχιῶν καὶ δι᾽ ὅλην τὴν καιρὸν τῆς ἀποστολῆς ἡ ταχυδρομικῆς ἐπιταγῆς.: [476, 816, 655, 841]
- sub-headline-telegram: ΧΘΕΣΙΝΟΝ ΤΗΛΕΓΡΑΦΗΜΑ ΤΟΥ κ. ΚΑΦΑΝΔΑΡΗ ΕΚ ΘΡΑΚΗΣ: [364, 151, 770, 167]
- lottery-head-1: ΠΡΟΣ ΔΡΑΧ.: [1061, 1322, 1108, 1331]
- guide-body-2: ΕΝΔΙΑΦΕΡΟΝΤΑΙ καὶ ἰδιαιτέρως τὰ χρόνων καὶ πωλοῦνται ἀντὶ δραχ. 10 εἰς τὰ ἐκτυπωτήρια» τοῦ «Σκρὶπ» καὶ εἰς ὅλα τὰ βιβλιοπωλεῖα τῶν Ἀθηνῶν Σταδίου καὶ Βουλῆς.: [476, 787, 655, 812]
- food-price-b: 0 18: [641, 1099, 652, 1107]
- cold-storage-company: ΑΝΩΝΥΜΟΥ ΕΤΑΙΡΙΑΣ ΚΑΡΟΛΟΣ ΦΙΞ: [355, 963, 576, 977]
- section-title-cinemas: Οἱ κινηματογράφοι: [98, 472, 190, 483]
- food-name: Τυροκομικά: [278, 1075, 309, 1083]
- lottery-count: 200: [990, 1463, 1002, 1471]
- guide-body: Αἱ Ἰατρικαὶ Συμβουλαὶ αἵτινες ἐδημοσιεύθησαν μέχρι τοῦδε εἰς τὸ «Σκρὶπ» καὶ αἵτινες ἀποτελοῦν ἐν συντόμῳ πρόχειρον ὁδηγὸν διὰ κάθε τρόπον διά.: [476, 748, 655, 773]
- testimonial-sign: ΑΠ. ΜΑΛΛΙΑΡΑΣ: [1415, 1948, 1469, 1955]
- col4-clinic-body: Πρώην Διευθυντὴς τοῦ Δημοτικοῦ Πολιτ. Νοσοκομείου καὶ συνεργάτης τῆς ἐν Παρισίοις κλινικῆς Saint-Louis.: [1220, 305, 1325, 330]
- col3-headline: ΕΡΓΑΤΑΙ ΚΑΙ ΑΠΕΡΓΙΑΙ: [915, 108, 1045, 122]
- food-price-b: 6: [649, 1028, 652, 1036]
- col4-summary-body: —Ἐπὶ τῆς ἀπὸ 29 Μαρτίου 1929 ἀγωγῆς μοῦ τῶν Δικαστῶν κατὰ τοῦ Κωνσταντίνου «Ἀπαρχῆς» ἑνώπιον Κλαδιᾶς Ἰωάννου ἐξ ὁδοῦ Ἁγίου Κωνσταντίνου καὶ Ἀθηνῶν. Δι᾽ ἧς ἀνωτέρω ἀγωγῆς μου ζητῶ ὅπως ἀναγνωρισθῇ ὅτι ἡ ἀξίωσις τοῦ Κωνσταντίνου εἶναι ἀνίσχυρος.: [1220, 185, 1325, 252]
- medical-guide-ad[interactable]: [469, 706, 662, 903]
- food-name: Ἀλλαντικά: [278, 1107, 306, 1115]
- agm-title: ΤΡΑΠΕΖΑ ΑΘΗΝΩΝ: [928, 673, 1031, 685]
- lottery-draw-date: 2Α ΚΛΗΡΩΣΙΣ 28 ΑΠΡΙΛΙΟΥ: [1024, 1497, 1192, 1512]
- cinema-item-9: Κεραμεικός. «Ἱπποδρόμου Πὸλ»: [39, 560, 126, 568]
- footer-item-3: «5ον) Εἰς τὴν ἐξέλεγξιν τῶν ληξιπροθέσμων κατὰ μὴ παρέκκλισιν, ἐξ᾽ ἀκοσύνη, αὐτοῦ ἀπὸ τῶν δὲ ὁ καὶ νομιμοποίησις ἀλλὰ κατ' ἐκεῖνο ὑπ' οὐδεμία καὶ ἀπὸ τὸν ἄνθρωπο τῆς διαδικασίας μας κατὰ τὰ διάφορα καὶ ἴδια.: [39, 726, 248, 751]
- doctor-spec: ΕΙΔΙΚΟΣ ΙΑΤΡΟΣ: [1406, 1847, 1477, 1857]
- clinic-title: ΚΛΙΝΙΚΗ: [545, 853, 586, 864]
- col4-summary2-title: ΠΕΡΙΛΗΨΙΣ: [1251, 339, 1294, 349]
- col5-body-2: Κατὰ τὰς μέχρι τοῦδε γενομένας συσκέψεις διεπιστώθη ὅτι ἡ περιουσία τῶν Ἱερῶν Μονῶν εἶναι σημαντικὴ καὶ ὅτι δύναται νὰ ἀξιοποιηθῇ πρὸς ὄφελος τῆς ἐκκλησίας καὶ τοῦ ἔθνους. Ἡ ἐπιτροπὴ θὰ προτείνῃ τὴν σύστασιν εἰδικοῦ ταμείου διὰ τὴν διαχείρισιν τῆς περιουσίας ταύτης.: [1347, 188, 1537, 219]
- col4-clinic-sub: ΣΥΦΙΛΙΔΙΚΑ-ΑΦΡΟΔΙΣΙΑ: [1220, 285, 1325, 296]
- col3-body: Μετὰ τὰ ἐπεισόδια τῶν ἐργατῶν τῆς Ἑλλάδος τὰ ἐκεῖθεν βέβαια εἶναι ἀπὸ τόσης ἀσθένειας ἢ παρὰ μεθ' οὐδέτας ἢ ἀγορᾷ νὰ γραφῇ πᾶν.: [885, 130, 1074, 146]
- tender-sign: Τὸ Ἡγουμενοσυμβούλιον: [945, 517, 1014, 525]
- col3-body-2: Κυρίως βεβαί νὰ μιλῇ τὸ ἐξής. Γιατί τὰ πράγματα ἄβαλαν πᾶν πρῶτα σὲ τὸν ἀσφαλῶν μέχρι τινα κάποια ἀπὸ πάντα τὰ νὰ τὰ φθάνουν εἰς τὰ τέλος, νὰ ἐκτιμητιάζουν τὴν ἐπίδοσίν τοῦ Κράτους.: [885, 150, 1074, 174]
- lottery-count: 2: [997, 1387, 1002, 1396]
- lottery-total: 40,000: [1298, 1387, 1320, 1396]
- column-rule-1: [258, 91, 260, 2289]
- foods-price-table: [276, 1029, 654, 1138]
- bank-branches: ΚΑΤΑΣΤΗΜΑΤΑ ἐν ΛΟΝΔΙΝΩ, ΕΛΛΑΔΙ, ΑΙΓΥΠΤΩ, ΚΥΠΡΩ: [405, 2054, 722, 2068]
- monastery-tender-ad[interactable]: [885, 396, 1074, 660]
- footer-item-5: «7ον) Εἰς τὴν ἐξέλεγξιν τῆς περικλημένων καὶ τῶν ἀντικινήτων καὶ «3ον) βλέ τὴν ἀπροπέξει τὸν μεγάλων.: [39, 769, 248, 786]
- col5-summary2-title: ΠΕΡΙΛΗΨΙΣ: [1420, 282, 1464, 291]
- subs-col-internal: Ἐσωτερικοῦ: [74, 157, 109, 164]
- main-news-box: [268, 95, 865, 700]
- lottery-prize: 100,000: [1134, 1354, 1161, 1363]
- lottery-prize: 500: [1148, 1463, 1161, 1471]
- tender-sign-2: Ἀρχιμ. ΙΩΝΑΣ ΧΡΥΣΗΣ: [944, 525, 1015, 533]
- cinema-item-4: Ὀλύμπια. «Ἐρωτικὰ γυμνάσια»: [39, 517, 122, 525]
- food-price-b: 0 20: [641, 1115, 652, 1123]
- food-price-a: 1 30: [562, 1067, 574, 1075]
- timber-ad-title: ΠΟΛΕΙΤΑΙ ΞΥΛΕΙΑ: [318, 713, 411, 724]
- food-name: Ἰχθύες: [278, 1059, 296, 1067]
- col4-clinic-title: ΕΙΔΙΚΗ ΚΛΙΝΙΚΗ: [1230, 273, 1315, 286]
- col4-summary2-body: —Ἐπὶ τῆς ἀπὸ 5 Μαρτίου 1929 ἀγωγῆς μοῦ τῶν Δικαστῶν κατὰ τοῦ Κωνσταντίνου «Ἀπαρχῆς» ἑνώπιον Κλαδιᾶς ἐξ ὁδοῦ Ἁγίου Κωνσταντίνου καὶ Ἀθηνῶν, δι᾽ ἧς ζητῶ νὰ ἀναγνωρισθῇ ὅτι ἡ ἀξίωσις τοῦ ἐναγομένου εἶναι ἀνίσχυρος. Ἀθῆναι 20 Νοεμβρίου 1928.: [1220, 348, 1325, 415]
- lottery-title: Α. Ε. ΕΛΛΗΝΙΚΟΥ ΛΑΧΕΙΟΥ: [967, 1214, 1249, 1239]
- guide-subtitle: ΔΙΑ ΤΑΣ ΟΙΚΟΓΕΝΕΙΑΣ: [522, 735, 609, 744]
